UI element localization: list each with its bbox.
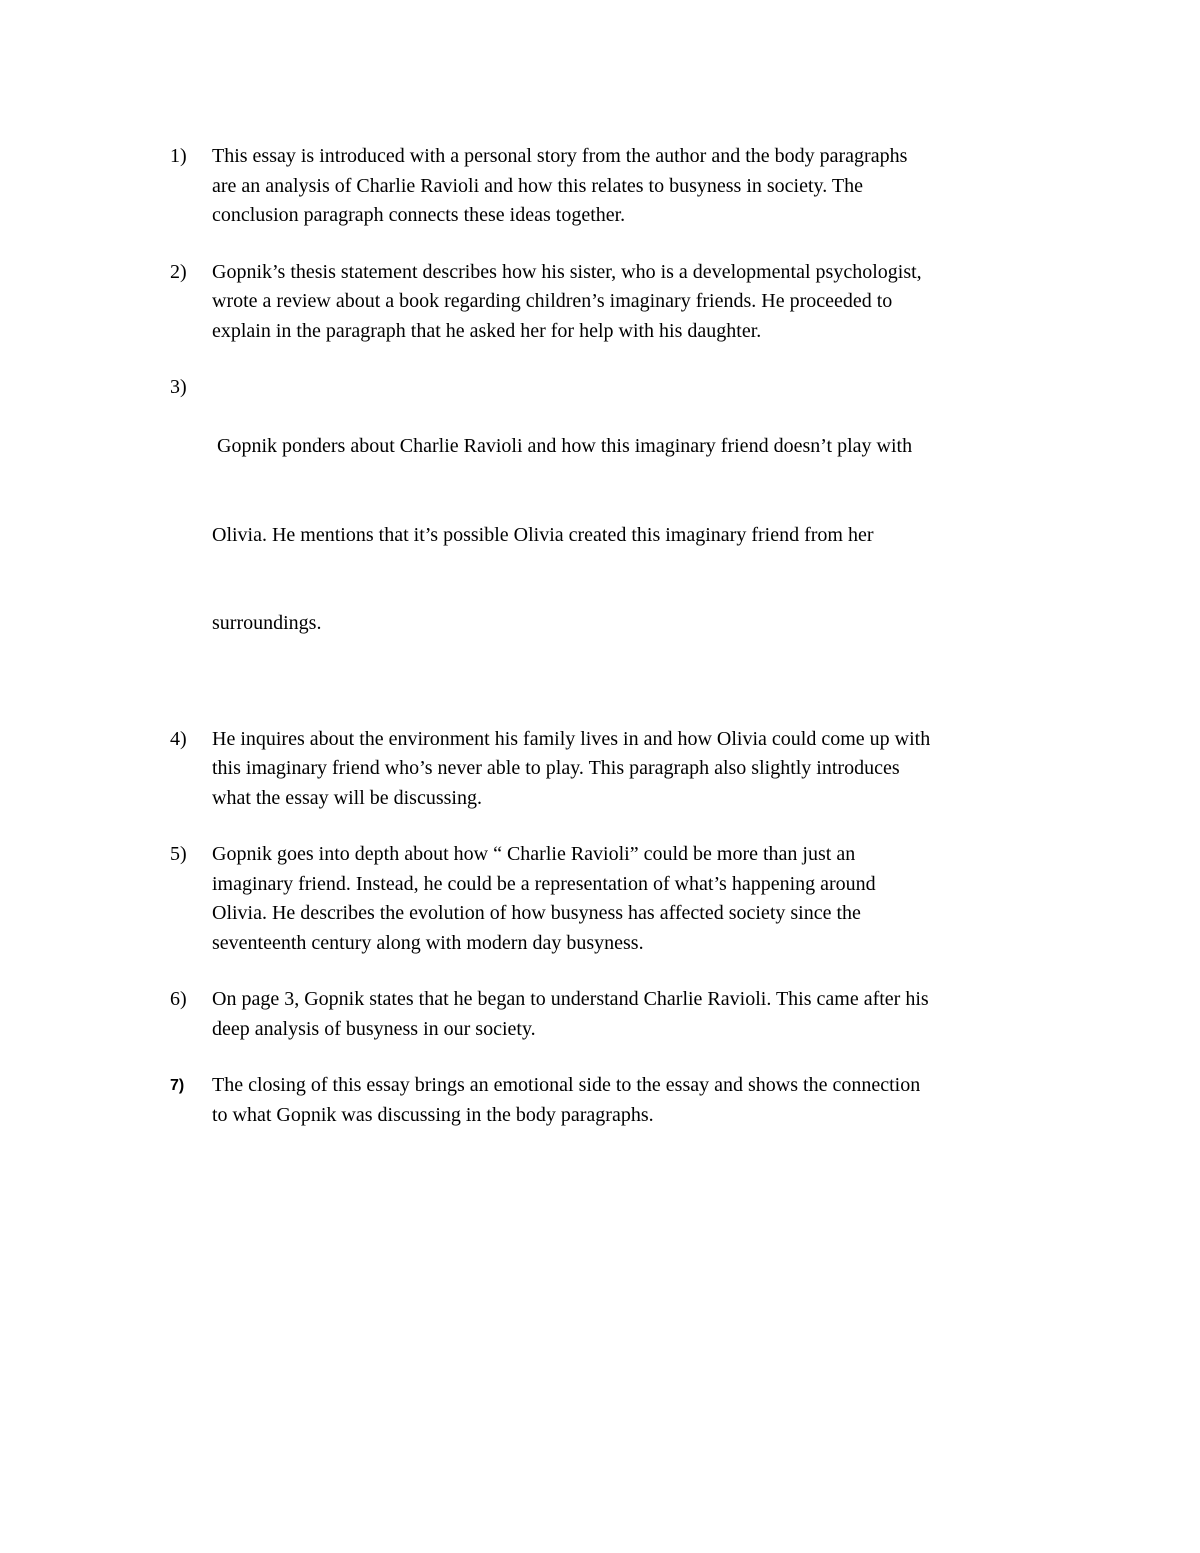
list-number: 4) — [170, 727, 187, 750]
text-line: surroundings. — [212, 612, 322, 634]
text-line: imaginary friend. Instead, he could be a representation of what’s happening around — [212, 872, 876, 895]
list-item-text — [212, 725, 1070, 814]
list-item — [170, 840, 1070, 958]
text-line: This essay is introduced with a personal story from the author and the body paragraphs — [212, 145, 908, 167]
list-item — [170, 725, 1070, 814]
list-item-text — [212, 985, 1070, 1044]
list-number: 2) — [170, 260, 187, 283]
text-line: to what Gopnik was discussing in the body paragraphs. — [212, 1103, 654, 1126]
text-line: seventeenth century along with modern day busyness. — [212, 931, 644, 954]
list-number: 1) — [170, 145, 187, 167]
text-line: are an analysis of Charlie Ravioli and how this relates to busyness in society. The — [212, 174, 863, 197]
text-line: what the essay will be discussing. — [212, 786, 482, 809]
list-number: 7) — [170, 1077, 185, 1094]
text-line: Gopnik ponders about Charlie Ravioli and how this imaginary friend doesn’t play with — [212, 435, 913, 457]
list-number: 6) — [170, 988, 187, 1010]
text-line: wrote a review about a book regarding children’s imaginary friends. He proceeded to — [212, 290, 893, 312]
list-item — [170, 142, 1070, 231]
list-item-text — [212, 1071, 1070, 1130]
text-line: Olivia. He mentions that it’s possible Olivia created this imaginary friend from her — [212, 523, 874, 546]
text-line: Gopnik goes into depth about how “ Charlie Ravioli” could be more than just an — [212, 843, 856, 865]
list-item-text — [212, 840, 1070, 958]
list-item-text — [212, 142, 1070, 231]
text-line: On page 3, Gopnik states that he began to understand Charlie Ravioli. This came after his — [212, 988, 929, 1010]
list-item — [170, 258, 1070, 347]
numbered-list — [170, 142, 1070, 1157]
text-line: The closing of this essay brings an emotional side to the essay and shows the connection — [212, 1074, 921, 1096]
list-item — [170, 373, 1070, 698]
text-line: this imaginary friend who’s never able to play. This paragraph also slightly introduces — [212, 757, 900, 779]
list-item — [170, 1071, 1070, 1130]
text-line: Olivia. He describes the evolution of how busyness has affected society since the — [212, 902, 861, 924]
list-item-text — [212, 373, 1070, 698]
text-line: He inquires about the environment his family lives in and how Olivia could come up with — [212, 727, 931, 750]
text-line: deep analysis of busyness in our society. — [212, 1017, 536, 1040]
list-number: 3) — [170, 376, 187, 398]
list-number: 5) — [170, 843, 187, 865]
text-line: conclusion paragraph connects these ideas together. — [212, 204, 626, 226]
list-item-text — [212, 258, 1070, 347]
text-line: Gopnik’s thesis statement describes how his sister, who is a developmental psychologist, — [212, 260, 922, 283]
text-line: explain in the paragraph that he asked her for help with his daughter. — [212, 319, 762, 342]
list-item — [170, 985, 1070, 1044]
